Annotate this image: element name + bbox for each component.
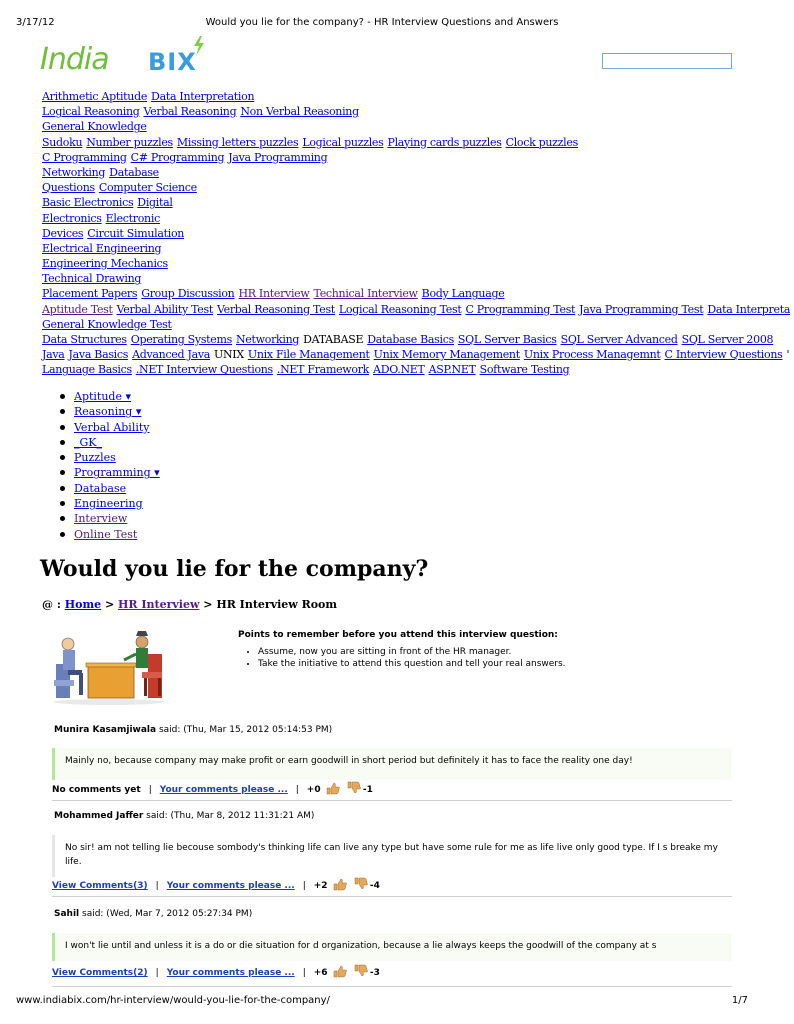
- indiabix-logo[interactable]: [40, 42, 220, 82]
- print-footer: [16, 995, 748, 1009]
- downvote-count: -4: [369, 881, 380, 891]
- logo-text-india: India: [40, 42, 109, 77]
- nav-link[interactable]: SQL Server 2008: [681, 333, 774, 346]
- comment-author: Munira Kasamjiwala: [54, 725, 157, 735]
- view-comments-link[interactable]: View Comments(2): [52, 968, 148, 978]
- nav-link[interactable]: Arithmetic Aptitude: [42, 90, 148, 103]
- downvote-count: -3: [369, 968, 380, 978]
- comment-body: No sir! am not telling lie becouse sombody's thinking life can live any type but have some rule for me as life live only good type. If I s breake my life.: [52, 835, 732, 877]
- nav-link[interactable]: Playing cards puzzles: [387, 135, 502, 149]
- nav-link[interactable]: Operating Systems: [130, 333, 232, 346]
- nav-link[interactable]: Database: [109, 165, 159, 179]
- nav-line: [42, 135, 732, 150]
- points-to-remember: [238, 630, 566, 670]
- nav-line: [42, 180, 732, 195]
- nav-link[interactable]: Circuit Simulation: [87, 226, 185, 240]
- nav-line: [42, 226, 732, 241]
- upvote-count: +0: [306, 785, 321, 795]
- thumbs-up-icon[interactable]: [326, 782, 340, 794]
- nav-link[interactable]: Electronic: [105, 211, 160, 225]
- thumbs-up-icon[interactable]: [333, 878, 347, 890]
- comment-footer: No comments yet | Your comments please ... | +0 -1: [52, 782, 373, 795]
- nav-line: [42, 165, 732, 180]
- nav-link: ': [786, 348, 790, 362]
- nav-link[interactable]: Data Structures: [42, 333, 127, 346]
- breadcrumb-prefix: @ :: [42, 598, 65, 611]
- nav-link[interactable]: Data Interpretation: [151, 90, 255, 103]
- comment-date: said: (Thu, Mar 15, 2012 05:14:53 PM): [156, 725, 333, 735]
- nav-link[interactable]: Unix Memory Management: [373, 348, 520, 362]
- nav-line: [42, 332, 774, 347]
- nav-link[interactable]: Basic Electronics: [42, 196, 134, 210]
- point-item: • Assume, now you are sitting in front of the HR manager.: [258, 646, 566, 658]
- nav-line: [42, 317, 732, 332]
- nav-link[interactable]: Java Programming: [228, 150, 328, 164]
- points-heading: Points to remember before you attend this interview question:: [238, 630, 558, 640]
- nav-link[interactable]: Clock puzzles: [505, 135, 578, 149]
- comment-date: said: (Thu, Mar 8, 2012 11:31:21 AM): [143, 811, 315, 821]
- menu-link[interactable]: Database: [74, 481, 127, 495]
- nav-line: [42, 119, 732, 134]
- menu-link[interactable]: Interview: [74, 512, 128, 526]
- menu-item: [56, 496, 160, 511]
- nav-link[interactable]: Group Discussion: [141, 287, 235, 301]
- breadcrumb-hr-interview-link[interactable]: HR Interview: [118, 598, 200, 611]
- logo-text-bix: BIX: [148, 48, 197, 76]
- nav-link[interactable]: Data Interpreta: [707, 302, 791, 316]
- nav-link[interactable]: General Knowledge Test: [42, 317, 172, 331]
- interview-illustration: [50, 628, 168, 706]
- main-menu: [56, 389, 160, 542]
- nav-link[interactable]: Java Basics: [68, 348, 129, 362]
- nav-link[interactable]: .NET Framework: [276, 363, 370, 377]
- lightning-icon: [190, 36, 208, 56]
- print-page-number: 1/7: [731, 995, 748, 1006]
- nav-link[interactable]: Electrical Engineering: [42, 241, 162, 255]
- nav-link[interactable]: Aptitude Test: [42, 302, 113, 316]
- nav-link[interactable]: Placement Papers: [42, 287, 138, 301]
- nav-link[interactable]: Computer Science: [98, 181, 197, 195]
- upvote-count: +6: [313, 968, 328, 978]
- breadcrumb-current: HR Interview Room: [216, 598, 338, 611]
- nav-link[interactable]: ADO.NET: [373, 363, 425, 377]
- nav-link[interactable]: Database Basics: [367, 333, 454, 346]
- menu-link[interactable]: Online Test: [74, 527, 138, 541]
- nav-link[interactable]: Logical Reasoning: [42, 105, 140, 119]
- print-page-title: Would you lie for the company? - HR Interview Questions and Answers: [205, 17, 559, 28]
- comment-date: said: (Wed, Mar 7, 2012 05:27:34 PM): [79, 909, 253, 919]
- nav-link[interactable]: .NET Interview Questions: [135, 363, 273, 377]
- comment-header: [54, 909, 252, 919]
- menu-item: [56, 481, 160, 496]
- nav-line: [42, 362, 732, 377]
- nav-line: [42, 195, 732, 210]
- your-comments-link[interactable]: Your comments please ...: [166, 968, 295, 978]
- nav-link[interactable]: Verbal Ability Test: [116, 302, 213, 316]
- nav-link[interactable]: Body Language: [421, 287, 505, 301]
- your-comments-link[interactable]: Your comments please ...: [159, 785, 288, 795]
- menu-item: [56, 527, 160, 542]
- view-comments-link[interactable]: View Comments(3): [52, 881, 148, 891]
- nav-link[interactable]: Verbal Reasoning Test: [217, 302, 335, 316]
- nav-line: [42, 347, 790, 362]
- menu-item: [56, 420, 160, 435]
- thumbs-up-icon[interactable]: [333, 965, 347, 977]
- comment-divider: [52, 896, 732, 897]
- menu-item: [56, 450, 160, 465]
- search-input[interactable]: [602, 53, 732, 69]
- print-date: 3/17/12: [16, 17, 55, 28]
- menu-link[interactable]: Reasoning ▾: [74, 405, 142, 419]
- nav-link[interactable]: Logical Reasoning Test: [338, 302, 462, 316]
- breadcrumb-separator: >: [199, 598, 217, 611]
- page-title: Would you lie for the company?: [40, 556, 429, 582]
- nav-link: DATABASE: [303, 333, 364, 346]
- nav-link[interactable]: Electronics: [42, 211, 102, 225]
- nav-link[interactable]: Engineering Mechanics: [42, 257, 168, 271]
- thumbs-down-icon[interactable]: [347, 782, 361, 794]
- nav-line: [42, 271, 732, 286]
- nav-line: [42, 150, 732, 165]
- comment-footer: View Comments(3) | Your comments please ... | +2 -4: [52, 878, 380, 891]
- nav-link[interactable]: SQL Server Advanced: [560, 333, 678, 346]
- thumbs-down-icon[interactable]: [354, 965, 368, 977]
- your-comments-link[interactable]: Your comments please ...: [166, 881, 295, 891]
- menu-link[interactable]: Engineering: [74, 497, 143, 511]
- comment-author: Mohammed Jaffer: [54, 811, 144, 821]
- comment-header: [54, 811, 314, 821]
- menu-link[interactable]: Verbal Ability: [74, 420, 150, 434]
- nav-link[interactable]: Questions: [42, 181, 95, 195]
- menu-item: [56, 465, 160, 480]
- nav-link[interactable]: Technical Drawing: [42, 272, 142, 286]
- nav-line: [42, 256, 732, 271]
- nav-link[interactable]: Digital: [137, 196, 173, 210]
- comment-footer: View Comments(2) | Your comments please ... | +6 -3: [52, 965, 380, 978]
- nav-link[interactable]: SQL Server Basics: [457, 333, 557, 346]
- menu-item: [56, 404, 160, 419]
- nav-link: UNIX: [214, 348, 244, 362]
- print-url: www.indiabix.com/hr-interview/would-you-lie-for-the-company/: [16, 995, 330, 1006]
- nav-link[interactable]: Number puzzles: [86, 135, 173, 149]
- nav-link[interactable]: Advanced Java: [132, 348, 211, 362]
- nav-link[interactable]: Devices: [42, 226, 84, 240]
- nav-link[interactable]: HR Interview: [238, 287, 310, 301]
- menu-item: [56, 511, 160, 526]
- menu-link[interactable]: Aptitude ▾: [74, 390, 131, 403]
- nav-line: [42, 89, 732, 104]
- thumbs-down-icon[interactable]: [354, 878, 368, 890]
- point-item: • Take the initiative to attend this question and tell your real answers.: [258, 658, 566, 670]
- menu-link[interactable]: Programming ▾: [74, 466, 160, 480]
- breadcrumb-home-link[interactable]: Home: [64, 598, 102, 611]
- nav-link[interactable]: Unix Process Managemnt: [523, 348, 661, 362]
- nav-link[interactable]: Java Programming Test: [579, 302, 704, 316]
- nav-link[interactable]: Logical puzzles: [302, 135, 384, 149]
- nav-link[interactable]: Unix File Management: [247, 348, 370, 362]
- nav-link[interactable]: Non Verbal Reasoning: [240, 105, 359, 119]
- print-header: [16, 17, 748, 31]
- nav-link[interactable]: C Programming Test: [465, 302, 576, 316]
- comment-divider: [52, 800, 732, 801]
- site-nav-links: [42, 89, 791, 378]
- comment-body: I won't lie until and unless it is a do or die situation for d organization, because a lie always keeps the goodwill of the company at s: [52, 933, 732, 961]
- nav-link[interactable]: C Programming: [42, 150, 127, 164]
- comment-divider: [52, 986, 732, 987]
- menu-link[interactable]: _GK_: [74, 435, 103, 449]
- nav-line: [42, 286, 732, 301]
- points-list: [238, 646, 566, 670]
- nav-line: [42, 211, 732, 226]
- menu-link[interactable]: Puzzles: [74, 451, 116, 465]
- upvote-count: +2: [313, 881, 328, 891]
- nav-line: [42, 241, 732, 256]
- downvote-count: -1: [362, 785, 373, 795]
- comment-header: [54, 725, 332, 735]
- nav-link[interactable]: Missing letters puzzles: [176, 135, 299, 149]
- nav-link[interactable]: Java: [42, 348, 65, 362]
- nav-line: [42, 104, 732, 119]
- comment-count-label: No comments yet: [52, 785, 141, 795]
- nav-link[interactable]: Software Testing: [479, 363, 570, 377]
- breadcrumb-separator: >: [101, 598, 118, 611]
- nav-link[interactable]: ASP.NET: [428, 363, 476, 377]
- nav-link[interactable]: Language Basics: [42, 363, 132, 377]
- nav-line: [42, 302, 791, 317]
- comment-body: Mainly no, because company may make profit or earn goodwill in short period but definitely it has to face the reality one day!: [52, 748, 732, 780]
- nav-link[interactable]: C# Programming: [130, 150, 225, 164]
- nav-link[interactable]: Networking: [235, 333, 300, 346]
- nav-link[interactable]: Sudoku: [42, 135, 83, 149]
- comment-author: Sahil: [54, 909, 80, 919]
- nav-link[interactable]: Verbal Reasoning: [143, 105, 237, 119]
- nav-link[interactable]: Technical Interview: [313, 287, 418, 301]
- breadcrumb: [42, 598, 337, 611]
- nav-link[interactable]: C Interview Questions: [664, 348, 783, 362]
- menu-item: [56, 389, 160, 404]
- menu-item: [56, 435, 160, 450]
- nav-link[interactable]: General Knowledge: [42, 120, 147, 134]
- nav-link[interactable]: Networking: [42, 165, 106, 179]
